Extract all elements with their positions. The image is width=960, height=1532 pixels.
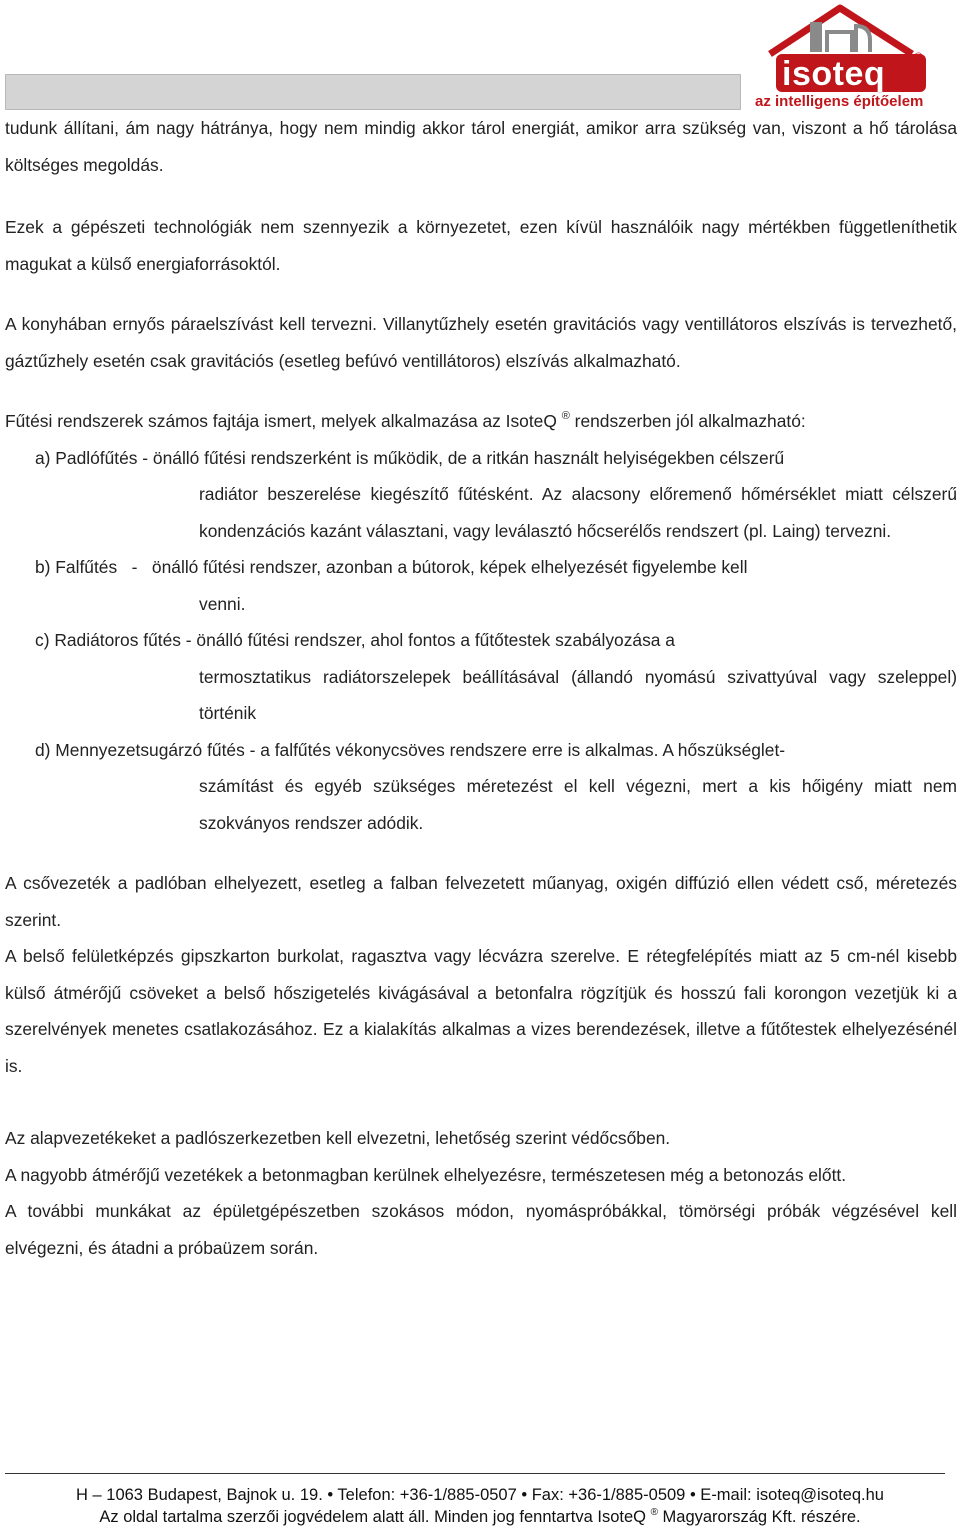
paragraph-kitchen-extraction: A konyhában ernyős páraelszívást kell tervezni. Villanytűzhely esetén gravitációs vagy ventillátoros elszívás is tervezhető, gáztűzhely esetén csak gravitációs (esetleg befúvó ventillátoros) elszívás alkalmazható. bbox=[5, 314, 957, 371]
list-item-radiator-heating: c) Radiátoros fűtés - önálló fűtési rendszer, ahol fontos a fűtőtestek szabályozása a termosztatikus radiátorszelepek beállításával (állandó nyomású szivattyúval vagy szeleppel) történik bbox=[35, 630, 957, 723]
paragraph-environment: Ezek a gépészeti technológiák nem szennyezik a környezetet, ezen kívül használóik nagy mértékben függetleníthetik magukat a külső energiaforrásoktól. bbox=[5, 217, 957, 274]
logo-tagline: az intelligens építőelem bbox=[755, 93, 924, 110]
paragraph-heating-intro: Fűtési rendszerek számos fajtája ismert, melyek alkalmazása az IsoteQ ® rendszerben jól alkalmazható: bbox=[5, 410, 806, 431]
list-item-wall-heating: b) Falfűtés - önálló fűtési rendszer, azonban a bútorok, képek elhelyezését figyelembe kell venni. bbox=[35, 557, 748, 614]
paragraph-base-pipes: Az alapvezetékeket a padlószerkezetben kell elvezetni, lehetőség szerint védőcsőben. bbox=[5, 1128, 671, 1148]
list-item-ceiling-heating: d) Mennyezetsugárzó fűtés - a falfűtés vékonycsöves rendszere erre is alkalmas. A hőszükséglet- számítást és egyéb szükséges méretezést el kell végezni, mert a kis hőigény miatt nem szokványos rendszer adódik. bbox=[35, 739, 957, 833]
heating-systems-list bbox=[5, 440, 957, 842]
document-body bbox=[5, 110, 957, 1266]
logo-brand-text: isoteq bbox=[782, 55, 886, 93]
list-item-floor-heating: a) Padlófűtés - önálló fűtési rendszerként is működik, de a ritkán használt helyiségekben célszerű radiátor beszerelése kiegészítő fűtésként. Az alacsony előremenő hőmérséklet miatt célszerű kondenzációs kazánt választani, vagy leválasztó hőcserélős rendszert (pl. Laing) tervezni. bbox=[35, 447, 957, 541]
header-bar bbox=[5, 74, 741, 110]
footer-registered-mark: ® bbox=[650, 1507, 658, 1518]
paragraph-large-pipes: A nagyobb átmérőjű vezetékek a betonmagban kerülnek elhelyezésre, természetesen még a betonozás előtt. bbox=[5, 1164, 847, 1185]
paragraph-further-works: A további munkákat az épületgépészetben szokásos módon, nyomáspróbákkal, tömörségi próbák végzésével kell elvégezni, és átadni a próbaüzem során. bbox=[5, 1201, 957, 1258]
paragraph-inner-surface: A belső felületképzés gipszkarton burkolat, ragasztva vagy lécvázra szerelve. E rétegfelépítés miatt az 5 cm-nél kisebb külső átmérőjű csöveket a belső hőszigetelés kivágásával a betonfalra rögzítjük és hosszú fali korongon vezetjük ki a szerelvények menetes csatlakozásához. Ez a kialakítás alkalmas a vizes berendezések, illetve a fűtőtestek elhelyezésénél is. bbox=[5, 946, 957, 1076]
paragraph-heat-storage: tudunk állítani, ám nagy hátránya, hogy nem mindig akkor tárol energiát, amikor arra szükség van, viszont a hő tárolása költséges megoldás. bbox=[5, 118, 957, 175]
logo-registered-mark: ® bbox=[914, 50, 923, 64]
paragraph-pipework: A csővezeték a padlóban elhelyezett, esetleg a falban felvezetett műanyag, oxigén diffúzió ellen védett cső, méretezés szerint. bbox=[5, 873, 957, 930]
registered-mark: ® bbox=[561, 410, 570, 422]
footer-divider bbox=[5, 1473, 945, 1474]
isoteq-logo bbox=[752, 4, 958, 112]
footer-copyright: Az oldal tartalma szerzői jogvédelem alatt áll. Minden jog fenntartva IsoteQ ® Magyarország Kft. részére. bbox=[99, 1507, 861, 1526]
footer-contact: H – 1063 Budapest, Bajnok u. 19. • Telefon: +36-1/885-0507 • Fax: +36-1/885-0509 • E-mail: isoteq@isoteq.hu bbox=[76, 1486, 884, 1504]
